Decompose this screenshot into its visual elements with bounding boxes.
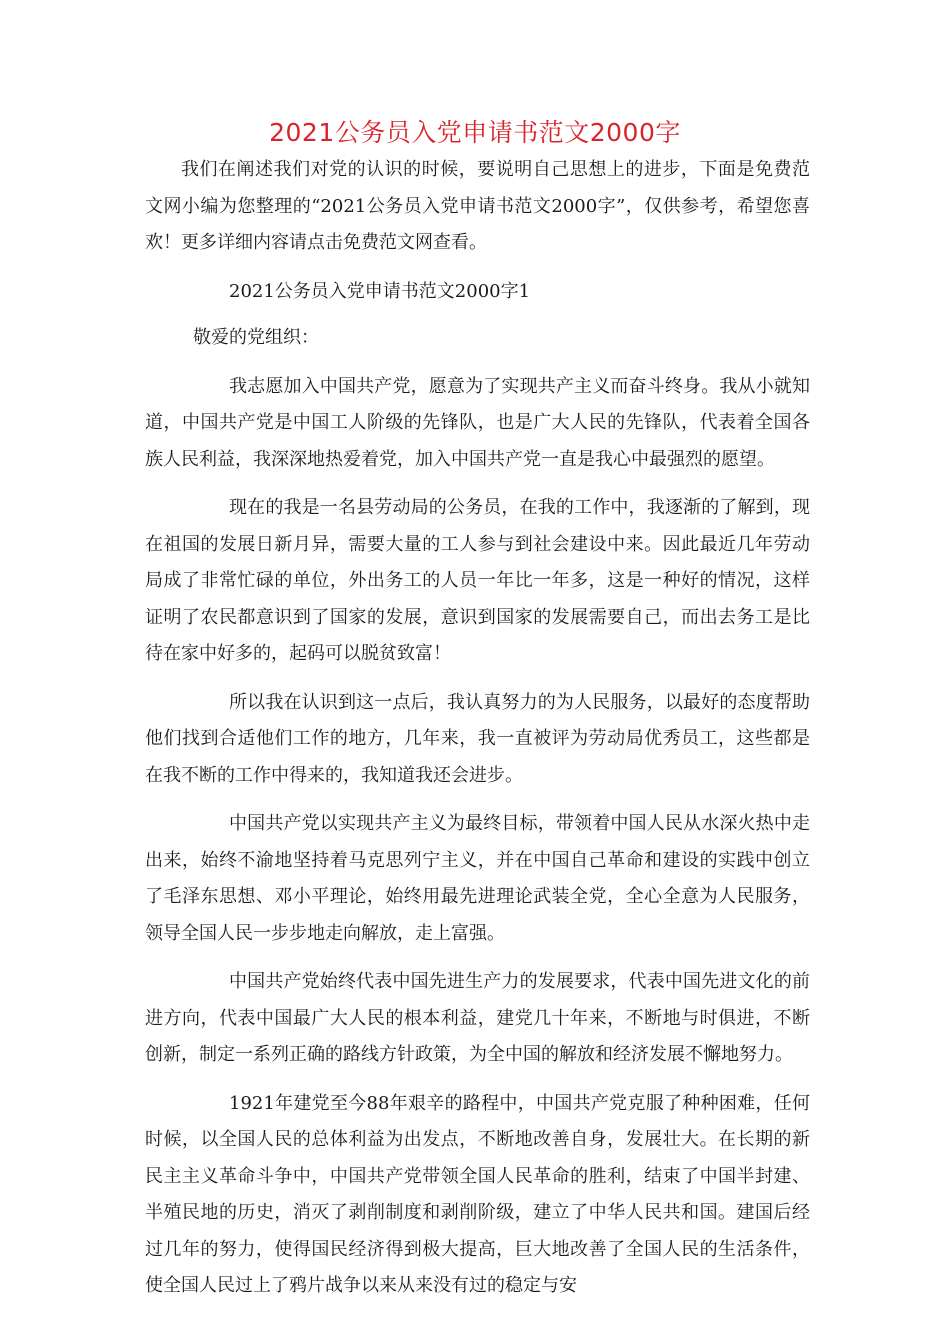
section-subtitle: 2021公务员入党申请书范文2000字1 [229, 280, 531, 302]
document-body [145, 152, 810, 1305]
body-paragraph-4: 中国共产党以实现共产主义为最终目标，带领着中国人民从水深火热中走出来，始终不渝地坚持着马克思列宁主义，并在中国自己革命和建设的实践中创立了毛泽东思想、邓小平理论，始终用最先进理论武装全党，全心全意为人民服务，领导全国人民一步步地走向解放，走上富强。 [145, 813, 810, 944]
salutation: 敬爱的党组织： [193, 327, 319, 348]
body-paragraph-3: 所以我在认识到这一点后，我认真努力的为人民服务，以最好的态度帮助他们找到合适他们工作的地方，几年来，我一直被评为劳动局优秀员工，这些都是在我不断的工作中得来的，我知道我还会进步。 [145, 691, 810, 786]
body-paragraph-5: 中国共产党始终代表中国先进生产力的发展要求，代表中国先进文化的前进方向，代表中国最广大人民的根本利益，建党几十年来，不断地与时俱进，不断创新，制定一系列正确的路线方针政策，为全中国的解放和经济发展不懈地努力。 [145, 971, 810, 1065]
body-paragraph-1: 我志愿加入中国共产党，愿意为了实现共产主义而奋斗终身。我从小就知道，中国共产党是中国工人阶级的先锋队，也是广大人民的先锋队，代表着全国各族人民利益，我深深地热爱着党，加入中国共产党一直是我心中最强烈的愿望。 [145, 375, 810, 470]
document-title: 2021公务员入党申请书范文2000字 [269, 118, 681, 147]
intro-paragraph: 我们在阐述我们对党的认识的时候，要说明自己思想上的进步，下面是免费范文网小编为您整理的“2021公务员入党申请书范文2000字”，仅供参考，希望您喜欢！更多详细内容请点击免费范文网查看。 [145, 159, 810, 253]
body-paragraph-2: 现在的我是一名县劳动局的公务员，在我的工作中，我逐渐的了解到，现在祖国的发展日新月异，需要大量的工人参与到社会建设中来。因此最近几年劳动局成了非常忙碌的单位，外出务工的人员一年比一年多，这是一种好的情况，这样证明了农民都意识到了国家的发展，意识到国家的发展需要自己，而出去务工是比待在家中好多的，起码可以脱贫致富！ [145, 497, 810, 664]
body-paragraph-6: 1921年建党至今88年艰辛的路程中，中国共产党克服了种种困难，任何时候，以全国人民的总体利益为出发点，不断地改善自身，发展壮大。在长期的新民主主义革命斗争中，中国共产党带领全国人民革命的胜利，结束了中国半封建、半殖民地的历史，消灭了剥削制度和剥削阶级，建立了中华人民共和国。建国后经过几年的努力，使得国民经济得到极大提高，巨大地改善了全国人民的生活条件，使全国人民过上了鸦片战争以来从来没有过的稳定与安 [145, 1092, 810, 1296]
